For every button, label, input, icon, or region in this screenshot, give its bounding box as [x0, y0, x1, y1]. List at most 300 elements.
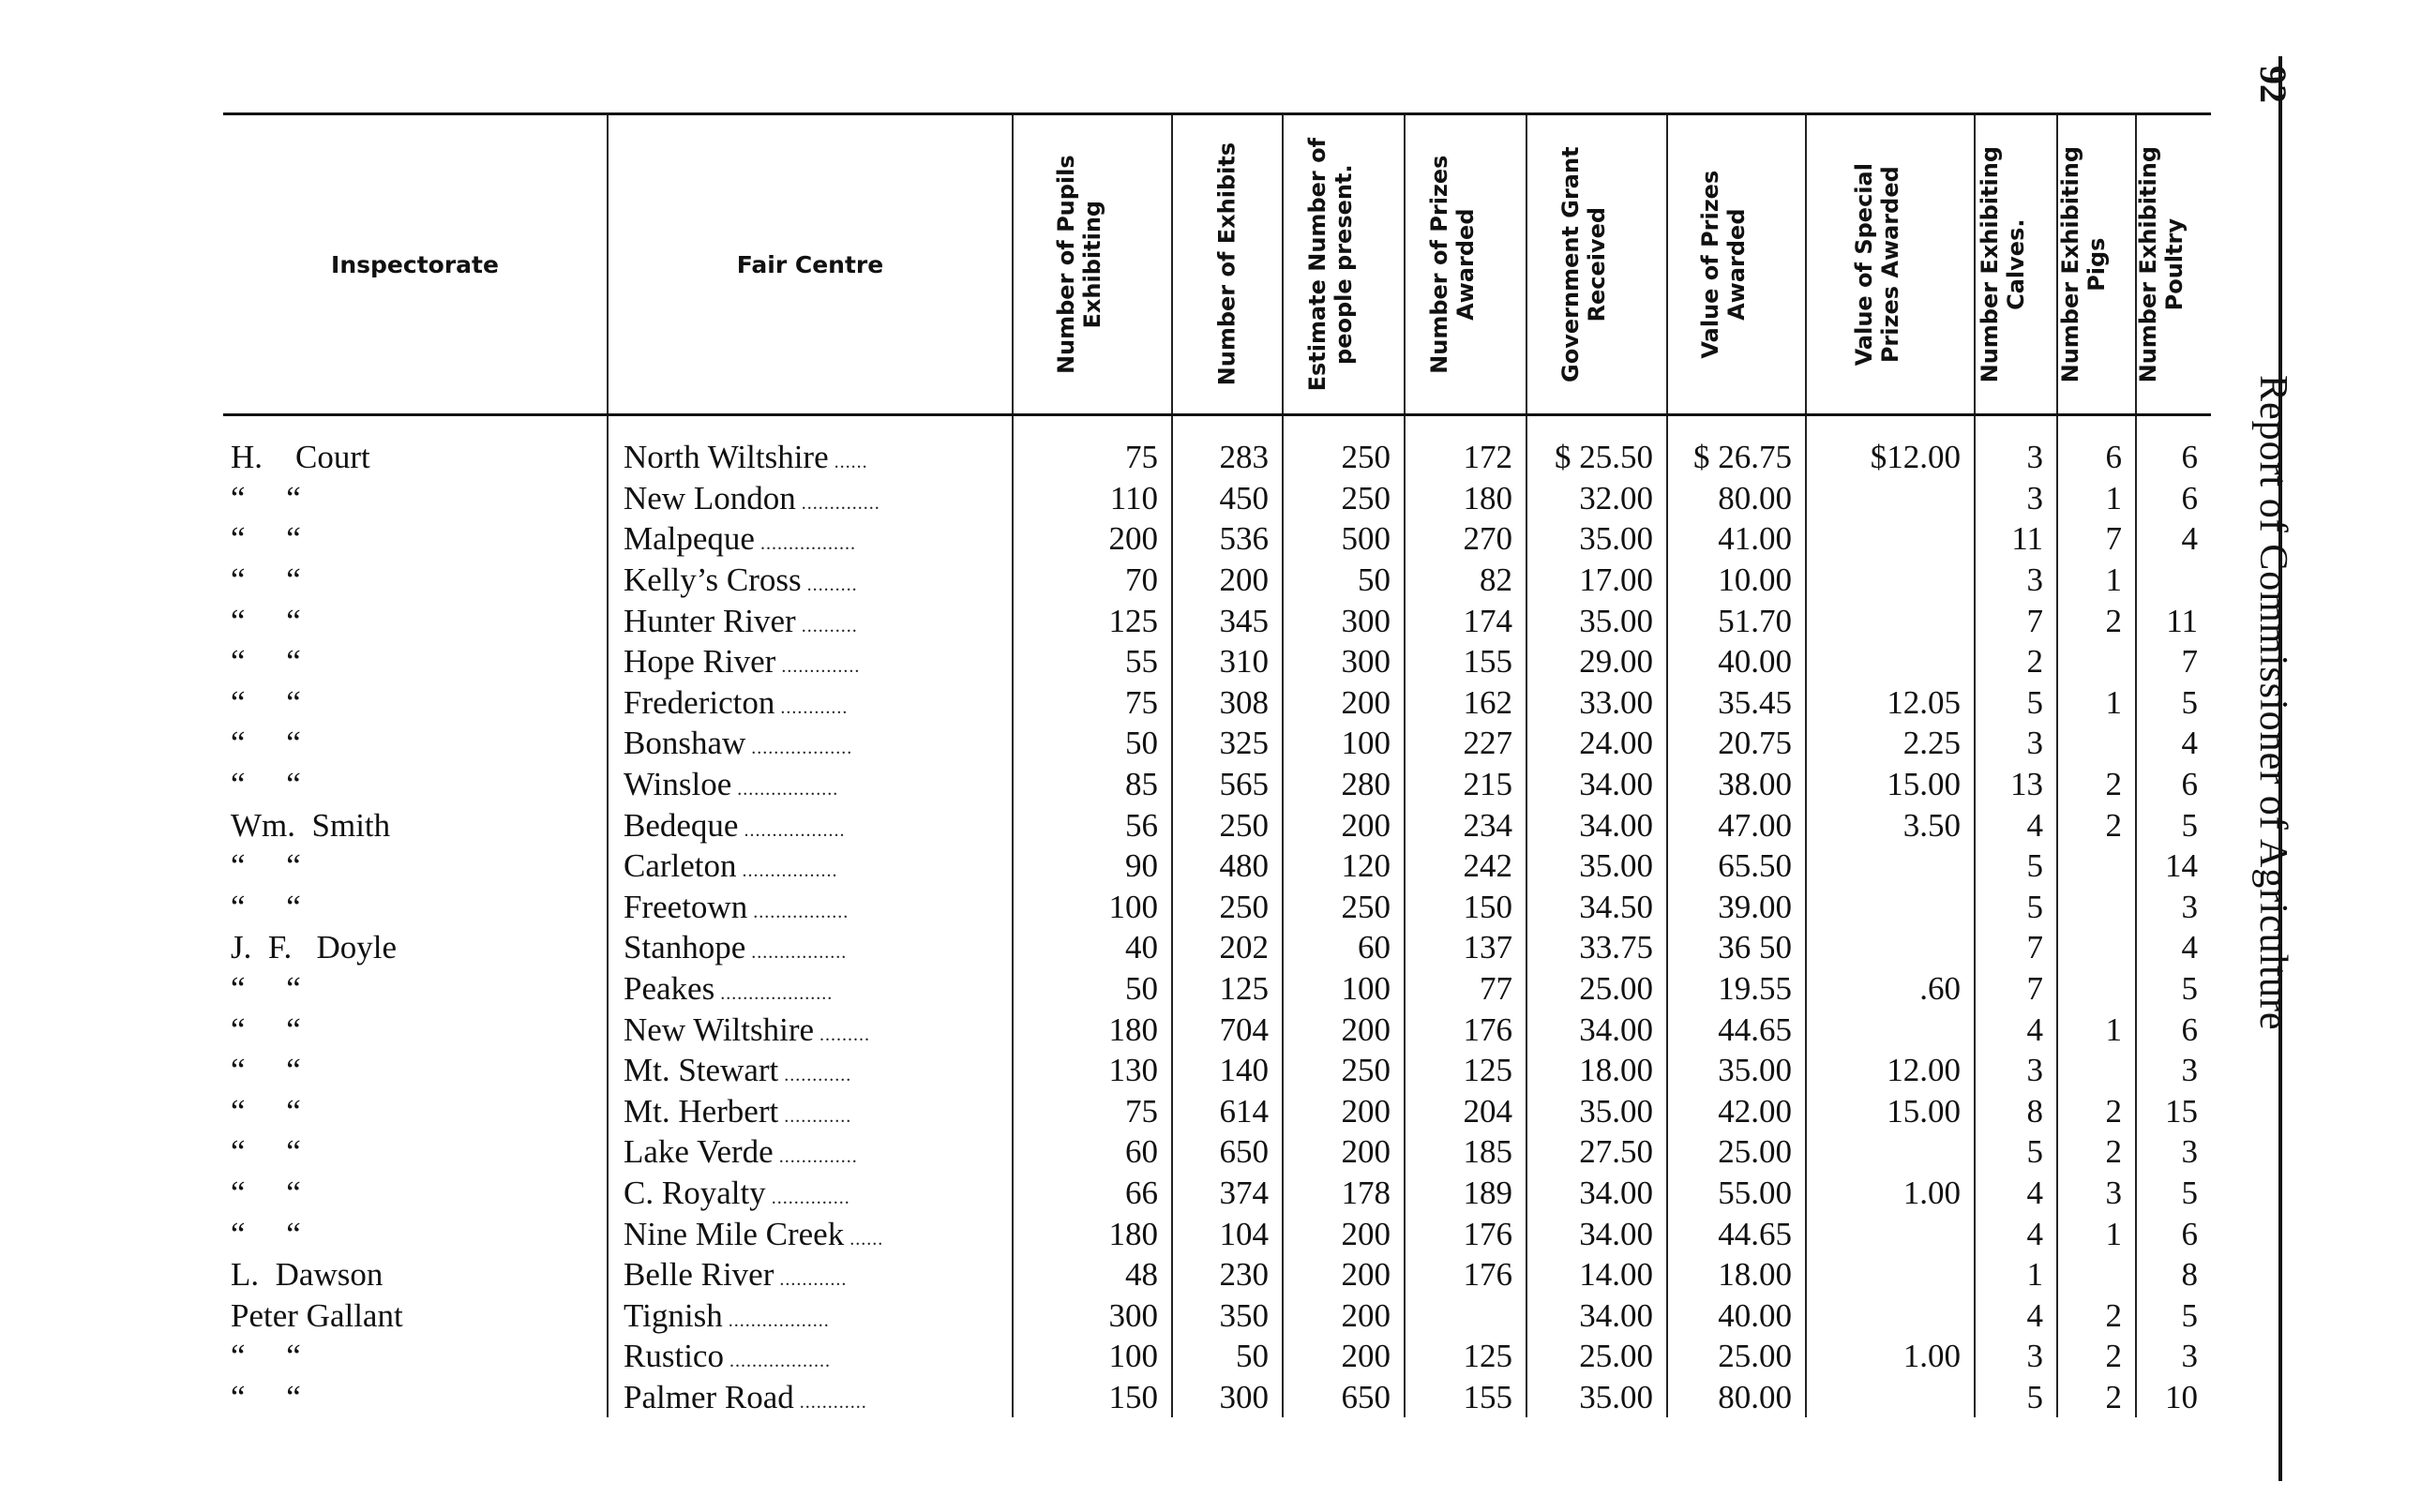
- cell-pupils: 75: [1013, 1091, 1172, 1132]
- cell-pigs: 2: [2057, 1336, 2136, 1377]
- cell-inspectorate: [223, 1173, 608, 1214]
- cell-value: 41.00: [1667, 518, 1806, 560]
- cell-prizes: 227: [1405, 723, 1526, 764]
- cell-pupils: 300: [1013, 1295, 1172, 1336]
- cell-value: $ 26.75: [1667, 415, 1806, 478]
- inspectorate-text: “ “: [231, 970, 301, 1008]
- cell-value: 44.65: [1667, 1009, 1806, 1050]
- cell-exhibits: 125: [1172, 968, 1283, 1010]
- cell-value: 39.00: [1667, 887, 1806, 928]
- cell-pupils: 48: [1013, 1254, 1172, 1295]
- cell-prizes: 125: [1405, 1050, 1526, 1091]
- cell-special: [1806, 560, 1975, 601]
- cell-fair-centre: [608, 682, 1013, 724]
- cell-special: 15.00: [1806, 1091, 1975, 1132]
- cell-prizes: 155: [1405, 641, 1526, 682]
- inspectorate-text: “ “: [231, 561, 301, 599]
- fair-centre-text: Freetown: [624, 888, 748, 925]
- cell-grant: 34.00: [1526, 804, 1667, 846]
- cell-grant: 34.00: [1526, 764, 1667, 805]
- cell-grant: 34.50: [1526, 887, 1667, 928]
- cell-poultry: 6: [2136, 764, 2211, 805]
- table-row: [223, 600, 2211, 641]
- cell-fair-centre: [608, 518, 1013, 560]
- leader-dots: .........: [814, 1024, 871, 1045]
- cell-inspectorate: [223, 1091, 608, 1132]
- cell-people: 250: [1283, 1050, 1405, 1091]
- inspectorate-text: “ “: [231, 1378, 301, 1415]
- cell-poultry: 5: [2136, 682, 2211, 724]
- cell-grant: 33.00: [1526, 682, 1667, 724]
- cell-pigs: 7: [2057, 518, 2136, 560]
- fair-centre-text: Hope River: [624, 643, 776, 681]
- cell-calves: 3: [1975, 415, 2057, 478]
- fair-centre-text: Tignish: [624, 1296, 723, 1334]
- cell-inspectorate: [223, 1254, 608, 1295]
- table-row: [223, 1173, 2211, 1214]
- cell-prizes: 234: [1405, 804, 1526, 846]
- cell-grant: 34.00: [1526, 1295, 1667, 1336]
- cell-people: 178: [1283, 1173, 1405, 1214]
- cell-grant: 35.00: [1526, 1091, 1667, 1132]
- cell-exhibits: 202: [1172, 927, 1283, 968]
- table-row: [223, 478, 2211, 519]
- cell-pupils: 110: [1013, 478, 1172, 519]
- cell-pupils: 66: [1013, 1173, 1172, 1214]
- page-number: 92: [2252, 66, 2294, 103]
- cell-calves: 1: [1975, 1254, 2057, 1295]
- cell-prizes: 204: [1405, 1091, 1526, 1132]
- table-row: [223, 1050, 2211, 1091]
- cell-people: 300: [1283, 600, 1405, 641]
- header-inspectorate: Inspectorate: [331, 250, 499, 278]
- cell-fair-centre: [608, 927, 1013, 968]
- cell-prizes: 155: [1405, 1377, 1526, 1418]
- header-grant-label: Government Grant Received: [1556, 146, 1610, 382]
- cell-poultry: 10: [2136, 1377, 2211, 1418]
- cell-calves: 3: [1975, 723, 2057, 764]
- cell-exhibits: 325: [1172, 723, 1283, 764]
- cell-prizes: 125: [1405, 1336, 1526, 1377]
- cell-exhibits: 614: [1172, 1091, 1283, 1132]
- cell-inspectorate: [223, 887, 608, 928]
- cell-calves: 5: [1975, 887, 2057, 928]
- cell-poultry: 5: [2136, 1173, 2211, 1214]
- cell-calves: 13: [1975, 764, 2057, 805]
- cell-inspectorate: [223, 641, 608, 682]
- leader-dots: ..........: [795, 615, 858, 636]
- cell-people: 200: [1283, 804, 1405, 846]
- leader-dots: .................: [736, 861, 838, 882]
- cell-people: 280: [1283, 764, 1405, 805]
- cell-poultry: 8: [2136, 1254, 2211, 1295]
- cell-fair-centre: [608, 1009, 1013, 1050]
- cell-fair-centre: [608, 764, 1013, 805]
- cell-poultry: 3: [2136, 1050, 2211, 1091]
- inspectorate-text: “ “: [231, 766, 301, 803]
- header-exhibits: [1172, 114, 1283, 415]
- cell-pupils: 150: [1013, 1377, 1172, 1418]
- cell-poultry: 3: [2136, 1131, 2211, 1173]
- cell-pupils: 100: [1013, 887, 1172, 928]
- cell-grant: 24.00: [1526, 723, 1667, 764]
- cell-exhibits: 200: [1172, 560, 1283, 601]
- cell-inspectorate: [223, 1213, 608, 1254]
- cell-special: [1806, 478, 1975, 519]
- cell-exhibits: 450: [1172, 478, 1283, 519]
- cell-poultry: 7: [2136, 641, 2211, 682]
- cell-exhibits: 230: [1172, 1254, 1283, 1295]
- cell-pupils: 55: [1013, 641, 1172, 682]
- leader-dots: ..................: [745, 738, 853, 759]
- cell-fair-centre: [608, 1377, 1013, 1418]
- cell-value: 44.65: [1667, 1213, 1806, 1254]
- cell-pigs: 1: [2057, 1009, 2136, 1050]
- table-row: [223, 1091, 2211, 1132]
- cell-people: 250: [1283, 415, 1405, 478]
- cell-prizes: 180: [1405, 478, 1526, 519]
- inspectorate-text: H. Court: [231, 439, 370, 476]
- fair-centre-text: Rustico: [624, 1338, 724, 1375]
- fair-centre-text: Bedeque: [624, 806, 739, 844]
- cell-pigs: [2057, 927, 2136, 968]
- cell-exhibits: 650: [1172, 1131, 1283, 1173]
- header-special: [1806, 114, 1975, 415]
- leader-dots: .................: [754, 533, 856, 555]
- cell-inspectorate: [223, 682, 608, 724]
- inspectorate-text: “ “: [231, 602, 301, 639]
- leader-dots: ..............: [775, 656, 861, 678]
- cell-special: $12.00: [1806, 415, 1975, 478]
- cell-people: 200: [1283, 1336, 1405, 1377]
- cell-calves: 5: [1975, 682, 2057, 724]
- table-row: [223, 1336, 2211, 1377]
- table-row: [223, 1295, 2211, 1336]
- cell-prizes: 150: [1405, 887, 1526, 928]
- header-calves: [1975, 114, 2057, 415]
- cell-people: 120: [1283, 846, 1405, 887]
- cell-value: 55.00: [1667, 1173, 1806, 1214]
- cell-grant: 14.00: [1526, 1254, 1667, 1295]
- cell-inspectorate: [223, 415, 608, 478]
- cell-prizes: 242: [1405, 846, 1526, 887]
- cell-value: 10.00: [1667, 560, 1806, 601]
- cell-prizes: 270: [1405, 518, 1526, 560]
- cell-inspectorate: [223, 1295, 608, 1336]
- cell-fair-centre: [608, 723, 1013, 764]
- header-people: [1283, 114, 1405, 415]
- inspectorate-text: “ “: [231, 1010, 301, 1048]
- table-row: [223, 560, 2211, 601]
- cell-exhibits: 480: [1172, 846, 1283, 887]
- cell-calves: 7: [1975, 600, 2057, 641]
- cell-special: [1806, 1377, 1975, 1418]
- inspectorate-text: “ “: [231, 520, 301, 558]
- cell-pigs: 2: [2057, 764, 2136, 805]
- table-row: [223, 518, 2211, 560]
- table-header-row: [223, 114, 2211, 415]
- header-pupils: [1013, 114, 1172, 415]
- cell-value: 19.55: [1667, 968, 1806, 1010]
- cell-fair-centre: [608, 887, 1013, 928]
- cell-special: 2.25: [1806, 723, 1975, 764]
- cell-pupils: 85: [1013, 764, 1172, 805]
- inspectorate-text: “ “: [231, 1133, 301, 1171]
- fair-centre-text: Bonshaw: [624, 725, 746, 762]
- cell-fair-centre: [608, 560, 1013, 601]
- inspectorate-text: “ “: [231, 725, 301, 762]
- cell-poultry: 4: [2136, 518, 2211, 560]
- header-poultry: [2136, 114, 2211, 415]
- cell-pigs: 1: [2057, 1213, 2136, 1254]
- cell-calves: 5: [1975, 1377, 2057, 1418]
- inspectorate-text: “ “: [231, 1092, 301, 1130]
- inspectorate-text: “ “: [231, 683, 301, 721]
- cell-people: 650: [1283, 1377, 1405, 1418]
- cell-special: 12.05: [1806, 682, 1975, 724]
- cell-value: 65.50: [1667, 846, 1806, 887]
- cell-poultry: 14: [2136, 846, 2211, 887]
- cell-value: 40.00: [1667, 1295, 1806, 1336]
- cell-poultry: 3: [2136, 1336, 2211, 1377]
- cell-fair-centre: [608, 968, 1013, 1010]
- cell-poultry: 6: [2136, 1009, 2211, 1050]
- cell-special: 1.00: [1806, 1336, 1975, 1377]
- leader-dots: ............: [778, 1105, 852, 1127]
- cell-pupils: 90: [1013, 846, 1172, 887]
- cell-grant: 34.00: [1526, 1009, 1667, 1050]
- cell-exhibits: 50: [1172, 1336, 1283, 1377]
- inspectorate-text: “ “: [231, 1215, 301, 1252]
- cell-value: 35.45: [1667, 682, 1806, 724]
- cell-pigs: [2057, 887, 2136, 928]
- fair-centre-text: Peakes: [624, 970, 715, 1008]
- cell-inspectorate: [223, 1377, 608, 1418]
- cell-exhibits: 308: [1172, 682, 1283, 724]
- cell-people: 200: [1283, 1009, 1405, 1050]
- cell-grant: 35.00: [1526, 1377, 1667, 1418]
- cell-prizes: 176: [1405, 1254, 1526, 1295]
- cell-poultry: 4: [2136, 723, 2211, 764]
- fair-centre-text: Fredericton: [624, 683, 775, 721]
- cell-special: [1806, 927, 1975, 968]
- header-prizes-label: Number of Prizes Awarded: [1425, 155, 1479, 374]
- header-value-label: Value of Prizes Awarded: [1696, 170, 1750, 359]
- header-pigs: [2057, 114, 2136, 415]
- cell-inspectorate: [223, 927, 608, 968]
- cell-pigs: 2: [2057, 600, 2136, 641]
- cell-pupils: 100: [1013, 1336, 1172, 1377]
- cell-value: 51.70: [1667, 600, 1806, 641]
- cell-calves: 3: [1975, 1050, 2057, 1091]
- cell-people: 50: [1283, 560, 1405, 601]
- running-head: [2232, 56, 2307, 1481]
- table-row: [223, 887, 2211, 928]
- cell-poultry: 6: [2136, 1213, 2211, 1254]
- cell-special: [1806, 1295, 1975, 1336]
- header-calves-label: Number Exhibiting Calves.: [1976, 145, 2029, 383]
- cell-people: 200: [1283, 1213, 1405, 1254]
- cell-pigs: [2057, 846, 2136, 887]
- cell-grant: 33.75: [1526, 927, 1667, 968]
- cell-pupils: 180: [1013, 1213, 1172, 1254]
- cell-exhibits: 283: [1172, 415, 1283, 478]
- cell-inspectorate: [223, 1009, 608, 1050]
- leader-dots: ..................: [723, 1351, 831, 1372]
- cell-prizes: 137: [1405, 927, 1526, 968]
- leader-dots: ..................: [738, 819, 846, 841]
- leader-dots: ............: [793, 1391, 867, 1413]
- leader-dots: ............: [774, 1269, 848, 1291]
- leader-dots: ..................: [722, 1310, 830, 1331]
- fair-statistics-table: [223, 112, 2211, 1417]
- table-row: [223, 682, 2211, 724]
- cell-prizes: 176: [1405, 1213, 1526, 1254]
- fair-centre-text: Winsloe: [624, 766, 732, 803]
- cell-pupils: 125: [1013, 600, 1172, 641]
- cell-poultry: 5: [2136, 1295, 2211, 1336]
- inspectorate-text: “ “: [231, 1338, 301, 1375]
- cell-special: [1806, 1009, 1975, 1050]
- cell-exhibits: 704: [1172, 1009, 1283, 1050]
- leader-dots: ............: [774, 696, 849, 718]
- cell-calves: 5: [1975, 846, 2057, 887]
- fair-centre-text: New Wiltshire: [624, 1010, 815, 1048]
- cell-value: 42.00: [1667, 1091, 1806, 1132]
- cell-calves: 11: [1975, 518, 2057, 560]
- cell-poultry: 5: [2136, 968, 2211, 1010]
- cell-calves: 7: [1975, 927, 2057, 968]
- cell-people: 250: [1283, 887, 1405, 928]
- leader-dots: ......: [844, 1228, 884, 1250]
- cell-prizes: 82: [1405, 560, 1526, 601]
- cell-people: 200: [1283, 1131, 1405, 1173]
- leader-dots: ..............: [765, 1187, 850, 1208]
- cell-people: 200: [1283, 682, 1405, 724]
- table-row: [223, 1213, 2211, 1254]
- cell-inspectorate: [223, 518, 608, 560]
- header-fair-centre: Fair Centre: [608, 114, 1013, 415]
- cell-people: 200: [1283, 1295, 1405, 1336]
- cell-grant: 25.00: [1526, 1336, 1667, 1377]
- leader-dots: ..............: [773, 1146, 858, 1168]
- cell-special: .60: [1806, 968, 1975, 1010]
- cell-inspectorate: [223, 968, 608, 1010]
- cell-inspectorate: [223, 478, 608, 519]
- leader-dots: .........: [801, 575, 858, 596]
- cell-pupils: 180: [1013, 1009, 1172, 1050]
- cell-special: 15.00: [1806, 764, 1975, 805]
- leader-dots: ......: [828, 452, 868, 473]
- cell-poultry: 5: [2136, 804, 2211, 846]
- cell-people: 200: [1283, 1091, 1405, 1132]
- cell-pupils: 50: [1013, 723, 1172, 764]
- cell-pigs: 6: [2057, 415, 2136, 478]
- fair-centre-text: Carleton: [624, 847, 737, 885]
- cell-fair-centre: [608, 1254, 1013, 1295]
- cell-exhibits: 140: [1172, 1050, 1283, 1091]
- cell-prizes: 189: [1405, 1173, 1526, 1214]
- cell-inspectorate: [223, 723, 608, 764]
- header-prizes: [1405, 114, 1526, 415]
- cell-prizes: 172: [1405, 415, 1526, 478]
- cell-pigs: 2: [2057, 1091, 2136, 1132]
- cell-special: 3.50: [1806, 804, 1975, 846]
- cell-value: 40.00: [1667, 641, 1806, 682]
- cell-exhibits: 374: [1172, 1173, 1283, 1214]
- cell-pigs: [2057, 1254, 2136, 1295]
- cell-special: 12.00: [1806, 1050, 1975, 1091]
- cell-pigs: [2057, 641, 2136, 682]
- header-grant: [1526, 114, 1667, 415]
- cell-value: 47.00: [1667, 804, 1806, 846]
- cell-grant: 29.00: [1526, 641, 1667, 682]
- cell-poultry: 11: [2136, 600, 2211, 641]
- cell-special: [1806, 1213, 1975, 1254]
- leader-dots: ....................: [714, 983, 834, 1005]
- cell-calves: 7: [1975, 968, 2057, 1010]
- table-row: [223, 1131, 2211, 1173]
- table-row: [223, 415, 2211, 478]
- table-row: [223, 1377, 2211, 1418]
- cell-pigs: [2057, 723, 2136, 764]
- cell-pupils: 75: [1013, 415, 1172, 478]
- cell-fair-centre: [608, 846, 1013, 887]
- cell-fair-centre: [608, 600, 1013, 641]
- cell-inspectorate: [223, 846, 608, 887]
- cell-prizes: 77: [1405, 968, 1526, 1010]
- cell-exhibits: 350: [1172, 1295, 1283, 1336]
- cell-grant: 17.00: [1526, 560, 1667, 601]
- cell-fair-centre: [608, 1213, 1013, 1254]
- header-pupils-label: Number of Pupils Exhibiting: [1052, 155, 1105, 374]
- cell-fair-centre: [608, 415, 1013, 478]
- cell-fair-centre: [608, 1295, 1013, 1336]
- cell-prizes: 174: [1405, 600, 1526, 641]
- cell-prizes: [1405, 1295, 1526, 1336]
- cell-special: 1.00: [1806, 1173, 1975, 1214]
- cell-pigs: 2: [2057, 1295, 2136, 1336]
- cell-people: 200: [1283, 1254, 1405, 1295]
- cell-fair-centre: [608, 641, 1013, 682]
- cell-fair-centre: [608, 1131, 1013, 1173]
- inspectorate-text: J. F. Doyle: [231, 929, 398, 966]
- cell-value: 25.00: [1667, 1131, 1806, 1173]
- cell-prizes: 162: [1405, 682, 1526, 724]
- cell-pigs: 1: [2057, 478, 2136, 519]
- cell-people: 500: [1283, 518, 1405, 560]
- cell-pigs: [2057, 1050, 2136, 1091]
- cell-calves: 3: [1975, 1336, 2057, 1377]
- cell-grant: $ 25.50: [1526, 415, 1667, 478]
- inspectorate-text: Wm. Smith: [231, 806, 391, 844]
- cell-inspectorate: [223, 764, 608, 805]
- fair-centre-text: Mt. Stewart: [624, 1052, 779, 1089]
- cell-calves: 4: [1975, 1295, 2057, 1336]
- cell-pigs: 2: [2057, 1377, 2136, 1418]
- cell-exhibits: 250: [1172, 804, 1283, 846]
- table-row: [223, 1009, 2211, 1050]
- cell-grant: 35.00: [1526, 518, 1667, 560]
- inspectorate-text: “ “: [231, 1174, 301, 1211]
- cell-inspectorate: [223, 600, 608, 641]
- fair-centre-text: C. Royalty: [624, 1174, 766, 1211]
- table-row: [223, 723, 2211, 764]
- cell-people: 100: [1283, 968, 1405, 1010]
- fair-centre-text: Palmer Road: [624, 1378, 794, 1415]
- cell-fair-centre: [608, 1050, 1013, 1091]
- cell-calves: 4: [1975, 1213, 2057, 1254]
